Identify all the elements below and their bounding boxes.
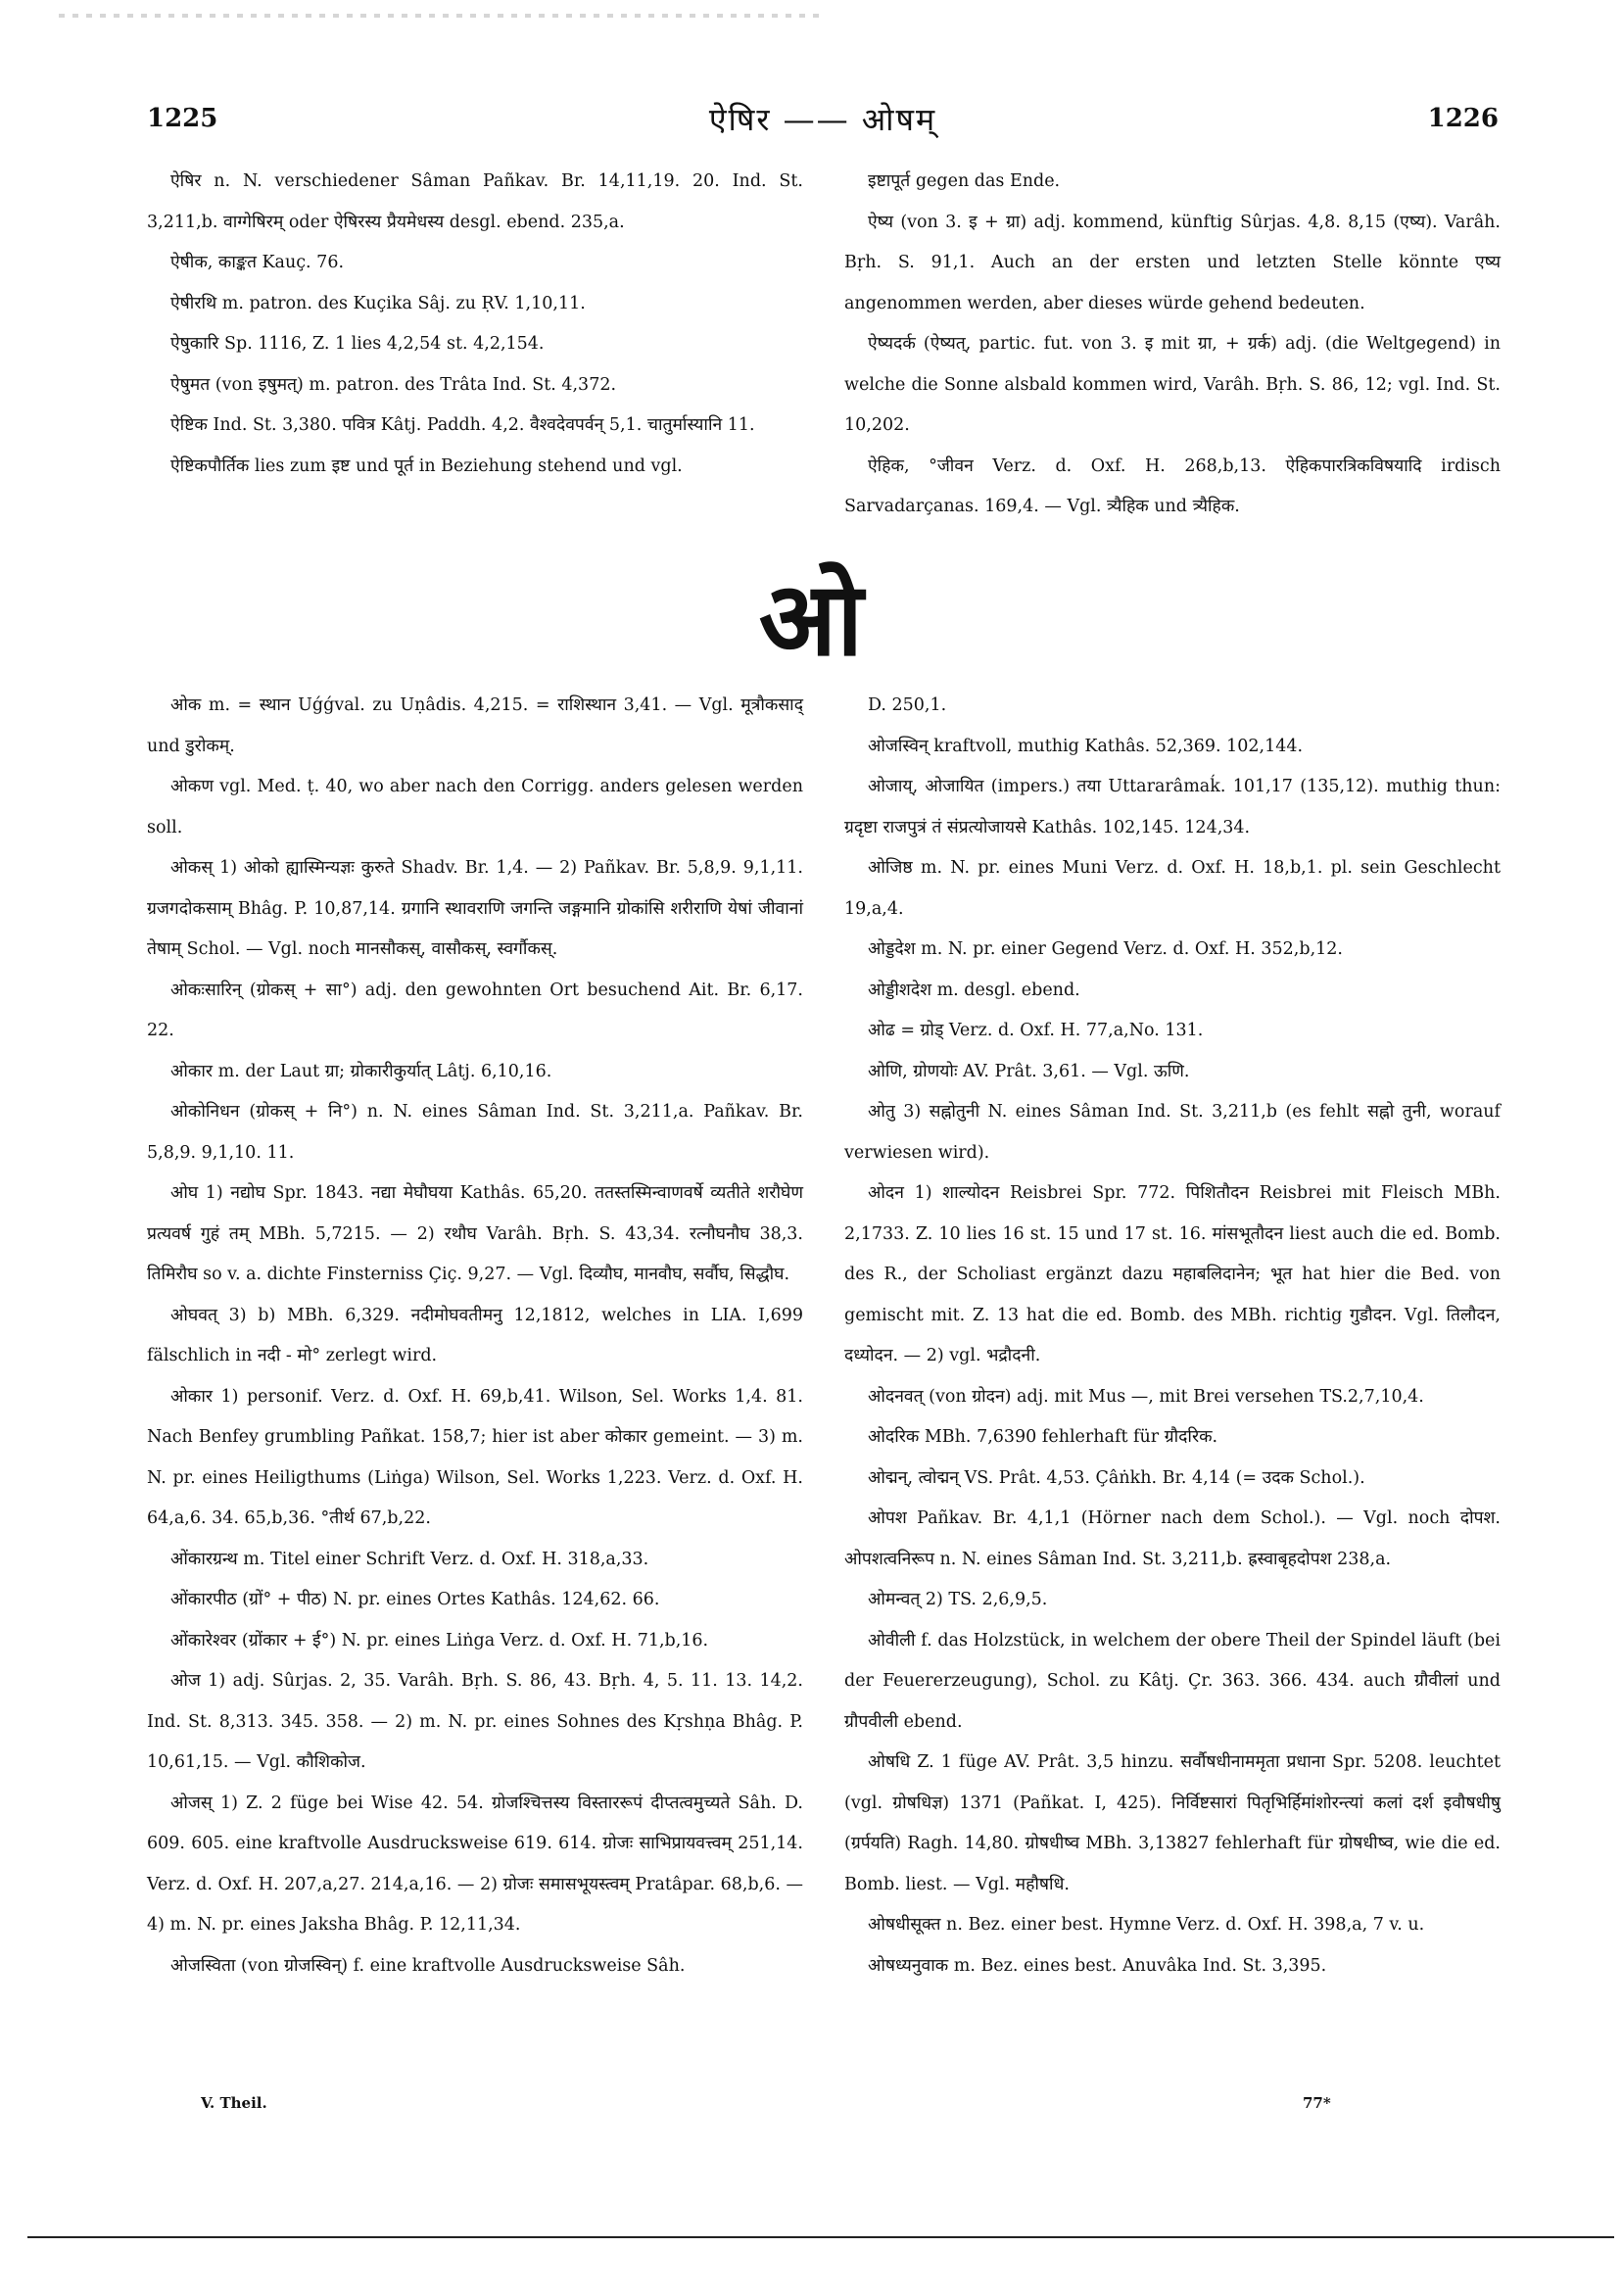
page-number-left: 1225: [147, 104, 218, 133]
dictionary-entry: ऐष्य (von 3. इ + ग्रा) adj. kommend, künftig Sûrjas. 4,8. 8,15 (एष्य). Varâh. Bṛh. S. 91,1. Auch an der ersten und letzten Stelle könnte एष्य angenommen werden, aber dieses würde gehend bedeuten.: [844, 212, 1501, 313]
dictionary-entry: ओदनवत् (von ग्रोदन) adj. mit Mus —, mit Brei versehen TS.2,7,10,4.: [868, 1386, 1424, 1407]
signature-mark: 77*: [1303, 2094, 1331, 2112]
dictionary-entry: ओज 1) adj. Sûrjas. 2, 35. Varâh. Bṛh. S. 86, 43. Bṛh. 4, 5. 11. 13. 14,2. Ind. St. 8,313. 345. 358. — 2) m. N. pr. eines Sohnes des Kṛshṇa Bhâg. P. 10,61,15. — Vgl. कौशिकोज.: [147, 1671, 803, 1772]
dictionary-entry: ओकोनिधन (ग्रोकस् + नि°) n. N. eines Sâman Ind. St. 3,211,a. Pañkav. Br. 5,8,9. 9,1,10. 11.: [147, 1102, 803, 1163]
dictionary-entry: ओमन्वत् 2) TS. 2,6,9,5.: [868, 1590, 1048, 1609]
right-column-top: [844, 162, 1501, 528]
running-title: ऐषिर —— ओषम्: [708, 101, 937, 138]
dictionary-entry: ओक m. = स्थान Uǵǵval. zu Uṇâdis. 4,215. = राशिस्थान 3,41. — Vgl. मूत्रौकसाद् und डुरोकम्.: [147, 695, 803, 756]
dictionary-entry: ओजस् 1) Z. 2 füge bei Wise 42. 54. ग्रोजश्चित्तस्य विस्ताररूपं दीप्तत्वमुच्यते Sâh. D. 609. 605. eine kraftvolle Ausdrucksweise 619. 614. ग्रोजः साभिप्रायवत्त्वम् 251,14. Verz. d. Oxf. H. 207,a,27. 214,a,16. — 2) ग्रोजः समासभूयस्त्वम् Pratâpar. 68,b,6. — 4) m. N. pr. eines Jaksha Bhâg. P. 12,11,34.: [147, 1793, 803, 1935]
dictionary-entry: ओणि, ग्रोणयोः AV. Prât. 3,61. — Vgl. ऊणि.: [868, 1061, 1190, 1081]
dictionary-entry: ऐहिक, °जीवन Verz. d. Oxf. H. 268,b,13. ऐहिकपारत्रिकविषयादि irdisch Sarvadarçanas. 169,4. — Vgl. त्र्यैहिक und त्र्यैहिक.: [844, 455, 1501, 516]
dictionary-entry: ऐषीरथि m. patron. des Kuçika Sâj. zu ṚV. 1,10,11.: [170, 293, 586, 313]
dictionary-entry: ओषधि Z. 1 füge AV. Prât. 3,5 hinzu. सर्वौषधीनाममृता प्रधाना Spr. 5208. leuchtet (vgl. ग्रोषधिज्ञ) 1371 (Pañkat. I, 425). निर्विष्टसारां पितृभिर्हिमांशोरन्त्यां कलां दर्श इवौषधीषु (ग्रर्पयति) Ragh. 14,80. ग्रोषधीष्व MBh. 3,13827 fehlerhaft für ग्रोषधीष्व, wie die ed. Bomb. liest. — Vgl. महौषधि.: [844, 1752, 1501, 1894]
dictionary-entry: ओड्डदेश m. N. pr. einer Gegend Verz. d. Oxf. H. 352,b,12.: [868, 939, 1343, 959]
dictionary-entry: इष्टापूर्त gegen das Ende.: [868, 171, 1061, 191]
dictionary-entry: ओकण vgl. Med. ṭ. 40, wo aber nach den Corrigg. anders gelesen werden soll.: [147, 777, 803, 837]
volume-note: V. Theil.: [201, 2094, 267, 2112]
dictionary-entry: ओजाय्, ओजायित (impers.) तया Uttararâmaḱ. 101,17 (135,12). muthig thun: ग्रदृष्टा राजपुत्रं तं संप्रत्योजायसे Kathâs. 102,145. 124,34.: [844, 777, 1501, 837]
dictionary-entry: ओंकारग्रन्थ m. Titel einer Schrift Verz. d. Oxf. H. 318,a,33.: [170, 1549, 649, 1569]
dictionary-entry: ओवीली f. das Holzstück, in welchem der obere Theil der Spindel läuft (bei der Feuererzeugung), Schol. zu Kâtj. Çr. 363. 366. 434. auch ग्रौवीलां und ग्रौपवीली ebend.: [844, 1630, 1501, 1732]
scan-artifact-line: [59, 14, 823, 18]
page-number-right: 1226: [1427, 104, 1499, 133]
section-letter-heading: ओ: [758, 558, 864, 679]
dictionary-entry: ओषधीसूक्त n. Bez. einer best. Hymne Verz. d. Oxf. H. 398,a, 7 v. u.: [868, 1915, 1425, 1935]
page-header: [147, 98, 1499, 147]
dictionary-entry: ओकःसारिन् (ग्रोकस् + सा°) adj. den gewohnten Ort besuchend Ait. Br. 6,17. 22.: [147, 980, 803, 1040]
left-column-top: [147, 162, 803, 487]
dictionary-entry: ओपश Pañkav. Br. 4,1,1 (Hörner nach dem Schol.). — Vgl. noch दोपश. ओपशत्वनिरूप n. N. eines Sâman Ind. St. 3,211,b. ह्रस्वाबृहदोपश 238,a.: [844, 1508, 1501, 1569]
right-column-bottom: [844, 686, 1501, 1986]
dictionary-entry: ओतु 3) सह्नोतुनी N. eines Sâman Ind. St. 3,211,b (es fehlt सह्नो तुनी, worauf verwiesen wird).: [844, 1102, 1501, 1163]
dictionary-entry: ओदन 1) शाल्योदन Reisbrei Spr. 772. पिशितौदन Reisbrei mit Fleisch MBh. 2,1733. Z. 10 lies 16 st. 15 und 17 st. 16. मांसभूतौदन liest auch die ed. Bomb. des R., der Scholiast ergänzt dazu महाबलिदानेन; भूत hat hier die Bed. von gemischt mit. Z. 13 hat die ed. Bomb. des MBh. richtig गुडौदन. Vgl. तिलौदन, दध्योदन. — 2) vgl. भद्रौदनी.: [844, 1183, 1501, 1365]
dictionary-entry: ओंकारेश्वर (ग्रोंकार + ई°) N. pr. eines Liṅga Verz. d. Oxf. H. 71,b,16.: [170, 1630, 709, 1650]
dictionary-entry: ओद्मन्, त्वोद्मन् VS. Prât. 4,53. Çâṅkh. Br. 4,14 (= उदक Schol.).: [868, 1467, 1365, 1488]
dictionary-entry: ओजिष्ठ m. N. pr. eines Muni Verz. d. Oxf. H. 18,b,1. pl. sein Geschlecht 19,a,4.: [844, 858, 1501, 919]
dictionary-entry: ओंकारपीठ (ग्रों° + पीठ) N. pr. eines Ortes Kathâs. 124,62. 66.: [170, 1590, 660, 1609]
dictionary-entry: D. 250,1.: [868, 695, 947, 715]
dictionary-entry: ओघवत् 3) b) MBh. 6,329. नदीमोघवतीमनु 12,1812, welches in LIA. I,699 fälschlich in नदी - मो° zerlegt wird.: [147, 1305, 803, 1365]
dictionary-entry: ओदरिक MBh. 7,6390 fehlerhaft für ग्रौदरिक.: [868, 1427, 1218, 1447]
left-column-bottom: [147, 686, 803, 1986]
dictionary-entry: ओघ 1) नद्योघ Spr. 1843. नद्या मेघौघया Kathâs. 65,20. ततस्तस्मिन्वाणवर्षे व्यतीते शरौघेण प्रत्यवर्ष गुहं तम् MBh. 5,7215. — 2) रथौघ Varâh. Bṛh. S. 43,34. रत्नौघनौघ 38,3. तिमिरौघ so v. a. dichte Finsterniss Çiç. 9,27. — Vgl. दिव्यौघ, मानवौघ, सर्वौघ, सिद्धौघ.: [147, 1183, 803, 1284]
dictionary-entry: ऐषुमत (von इषुमत्) m. patron. des Trâta Ind. St. 4,372.: [170, 374, 617, 395]
dictionary-entry: ओढ = ग्रोड् Verz. d. Oxf. H. 77,a,No. 131.: [868, 1021, 1204, 1040]
dictionary-entry: ओड्डीशदेश m. desgl. ebend.: [868, 980, 1080, 1000]
dictionary-entry: ऐषीक, काङ्कत Kauç. 76.: [170, 253, 345, 272]
bottom-rule: [27, 2236, 1614, 2238]
dictionary-entry: ओजस्विता (von ग्रोजस्विन्) f. eine kraftvolle Ausdrucksweise Sâh.: [170, 1955, 686, 1976]
dictionary-entry: ऐषुकारि Sp. 1116, Z. 1 lies 4,2,54 st. 4,2,154.: [170, 334, 545, 354]
dictionary-entry: ऐष्टिक Ind. St. 3,380. पवित्र Kâtj. Paddh. 4,2. वैश्वदेवपर्वन् 5,1. चातुर्मास्यानि 11.: [170, 415, 755, 435]
dictionary-entry: ओकस् 1) ओको ह्यास्मिन्यज्ञः कुरुते Shadv. Br. 1,4. — 2) Pañkav. Br. 5,8,9. 9,1,11. ग्रजगदोकसाम् Bhâg. P. 10,87,14. ग्रगानि स्थावराणि जगन्ति जङ्गमानि ग्रोकांसि शरीराणि येषां जीवानां तेषाम् Schol. — Vgl. noch मानसौकस्, वासौकस्, स्वर्गौकस्.: [147, 858, 803, 959]
dictionary-entry: ऐष्यदर्क (ऐष्यत्, partic. fut. von 3. इ mit ग्रा, + ग्रर्क) adj. (die Weltgegend) in welche die Sonne alsbald kommen wird, Varâh. Bṛh. S. 86, 12; vgl. Ind. St. 10,202.: [844, 334, 1501, 435]
dictionary-entry: ऐषिर n. N. verschiedener Sâman Pañkav. Br. 14,11,19. 20. Ind. St. 3,211,b. वाग्गेषिरम् oder ऐषिरस्य प्रैयमेधस्य desgl. ebend. 235,a.: [147, 171, 803, 232]
dictionary-entry: ओषध्यनुवाक m. Bez. eines best. Anuvâka Ind. St. 3,395.: [868, 1955, 1327, 1976]
dictionary-entry: ऐष्टिकपौर्तिक lies zum इष्ट und पूर्त in Beziehung stehend und vgl.: [170, 455, 683, 476]
dictionary-entry: ओकार 1) personif. Verz. d. Oxf. H. 69,b,41. Wilson, Sel. Works 1,4. 81. Nach Benfey grumbling Pañkat. 158,7; hier ist aber कोकार gemeint. — 3) m. N. pr. eines Heiligthums (Liṅga) Wilson, Sel. Works 1,223. Verz. d. Oxf. H. 64,a,6. 34. 65,b,36. °तीर्थ 67,b,22.: [147, 1386, 803, 1528]
dictionary-entry: ओकार m. der Laut ग्रा; ग्रोकारीकुर्यात् Lâtj. 6,10,16.: [170, 1061, 552, 1081]
dictionary-entry: ओजस्विन् kraftvoll, muthig Kathâs. 52,369. 102,144.: [868, 736, 1304, 756]
